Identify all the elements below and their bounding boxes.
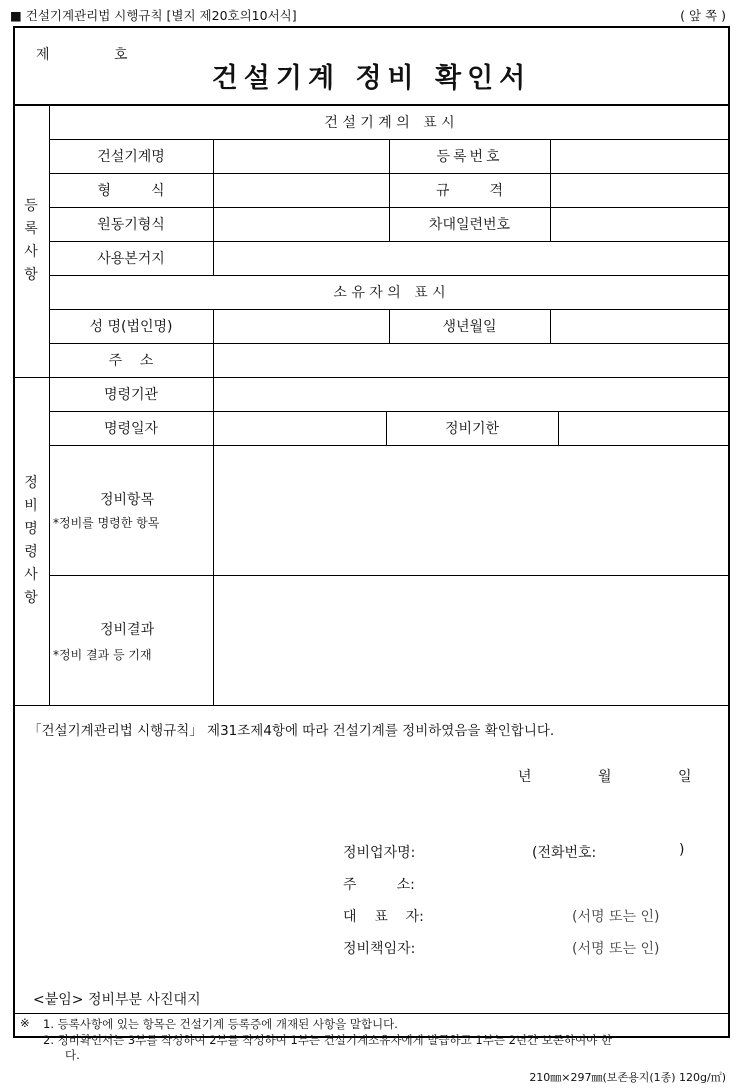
authority-label: 명령기관: [103, 387, 159, 403]
authority-field[interactable]: [214, 378, 730, 411]
document-number-label: 제 호: [36, 47, 158, 63]
result-field[interactable]: [214, 576, 730, 705]
confirmation-statement: 「건설기계관리법 시행규칙」 제31조제4항에 따라 건설기계를 정비하였음을 확인합니다.: [28, 723, 555, 739]
result-label: 정비결과: [100, 622, 155, 638]
model-label: 형 식: [97, 183, 165, 199]
form-reference: ■ 건설기계관리법 시행규칙 [별지 제20호의10서식]: [10, 8, 297, 23]
phone-close: ): [679, 842, 685, 858]
note-1: 1. 등록사항에 있는 항목은 건설기계 등록증에 개재된 사항을 말합니다.: [43, 1017, 398, 1031]
engine-model-label: 원동기형식: [97, 217, 165, 233]
date-day: 일: [678, 769, 692, 785]
base-location-label: 사용본거지: [97, 251, 165, 267]
spec-label: 규 격: [435, 183, 504, 199]
note-2-continued: 다.: [65, 1048, 80, 1062]
order-section-label: 정 비 명 령 사 항: [24, 475, 38, 606]
owner-name-label: 성 명(법인명): [89, 319, 173, 335]
deadline-field[interactable]: [559, 412, 730, 445]
date-month: 월: [598, 769, 612, 785]
responsible-label: 정비책임자:: [343, 941, 416, 957]
date-year: 년: [518, 769, 532, 785]
machine-info-header: 건 설 기 계 의 표 시: [324, 114, 455, 131]
representative-label: 대 표 자:: [343, 909, 424, 925]
registration-section-label: 등 록 사 항: [24, 197, 38, 283]
representative-signature[interactable]: (서명 또는 인): [572, 909, 660, 925]
deadline-label: 정비기한: [444, 421, 500, 437]
order-date-label: 명령일자: [103, 421, 159, 437]
attachment-note: <붙임> 정비부분 사진대지: [33, 992, 201, 1008]
items-note: *정비를 명령한 항목: [53, 516, 160, 530]
chassis-number-label: 차대일련번호: [428, 217, 511, 233]
owner-name-field[interactable]: [214, 310, 389, 343]
owner-address-label: 주 소: [108, 353, 154, 369]
items-field[interactable]: [214, 446, 730, 575]
reg-number-label: 등록번호: [436, 149, 503, 165]
chassis-number-field[interactable]: [551, 208, 730, 241]
engine-model-field[interactable]: [214, 208, 389, 241]
spec-field[interactable]: [551, 174, 730, 207]
order-date-field[interactable]: [214, 412, 386, 445]
owner-info-header: 소 유 자 의 표 시: [333, 285, 446, 301]
notes-divider: [13, 1013, 730, 1014]
note-2: 2. 정비확인서는 3부를 작성하여 2부를 작성하여 1부는 건설기계소유자에게 발급하고 1부는 2년간 보존하여야 한: [43, 1033, 613, 1047]
result-note: *정비 결과 등 기재: [53, 648, 152, 662]
base-location-field[interactable]: [214, 242, 730, 275]
birth-date-label: 생년월일: [442, 319, 497, 335]
machine-name-label: 건설기계명: [97, 149, 165, 165]
birth-date-field[interactable]: [551, 310, 730, 343]
company-name-label: 정비업자명:: [343, 845, 416, 861]
items-label: 정비항목: [100, 492, 155, 508]
paper-spec: 210㎜×297㎜(보존용지(1종) 120g/㎡): [529, 1071, 726, 1084]
section-divider: [13, 705, 730, 706]
owner-address-field[interactable]: [214, 344, 730, 377]
machine-name-field[interactable]: [214, 140, 389, 173]
document-title: 건설기계 정비 확인서: [211, 63, 532, 94]
model-field[interactable]: [214, 174, 389, 207]
company-address-label: 주 소:: [343, 877, 415, 893]
notes-mark: ※: [20, 1016, 30, 1030]
reg-number-field[interactable]: [551, 140, 730, 173]
page-side-label: ( 앞 쪽 ): [680, 8, 726, 23]
responsible-signature[interactable]: (서명 또는 인): [572, 941, 660, 957]
phone-label: (전화번호:: [532, 845, 597, 861]
